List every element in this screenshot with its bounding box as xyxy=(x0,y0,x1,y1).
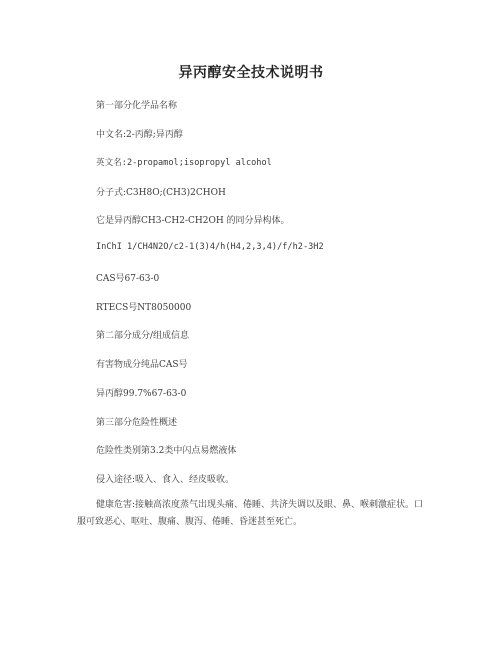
rtecs-number: RTECS号NT8050000 xyxy=(96,303,192,313)
english-name: 英文名:2-propamol;isopropyl alcohol xyxy=(96,158,272,168)
molecular-formula: 分子式:C3H8O;(CH3)2CHOH xyxy=(96,188,226,198)
component-purity: 异丙醇99.7%67-63-0 xyxy=(96,389,187,399)
document-title: 异丙醇安全技术说明书 xyxy=(178,65,324,81)
cas-number: CAS号67-63-0 xyxy=(96,274,160,284)
section-1-heading: 第一部分化学品名称 xyxy=(96,101,178,111)
isomer-note: 它是异丙醇CH3-CH2-CH2OH 的同分异构体。 xyxy=(96,216,290,226)
routes-of-entry: 侵入途径:吸入、食入、经皮吸收。 xyxy=(96,475,235,485)
chinese-name: 中文名:2-丙醇;异丙醇 xyxy=(96,130,183,140)
section-3-heading: 第三部分危险性概述 xyxy=(96,418,178,428)
health-hazard-paragraph: 健康危害:接触高浓度蒸气出现头痛、倦睡、共济失调以及眼、鼻、喉刺激症状。口服可致恶心、呕吐、腹痛、腹泻、倦睡、昏迷甚至死亡。 xyxy=(77,500,424,527)
inchi: InChI 1/CH4N2O/c2-1(3)4/h(H4,2,3,4)/f/h2-3H2 xyxy=(96,242,324,252)
hazard-category: 危险性类别第3.2类中闪点易燃液体 xyxy=(96,446,237,456)
section-2-heading: 第二部分成分/组成信息 xyxy=(96,331,190,341)
hazardous-components: 有害物成分纯品CAS号 xyxy=(96,360,188,370)
